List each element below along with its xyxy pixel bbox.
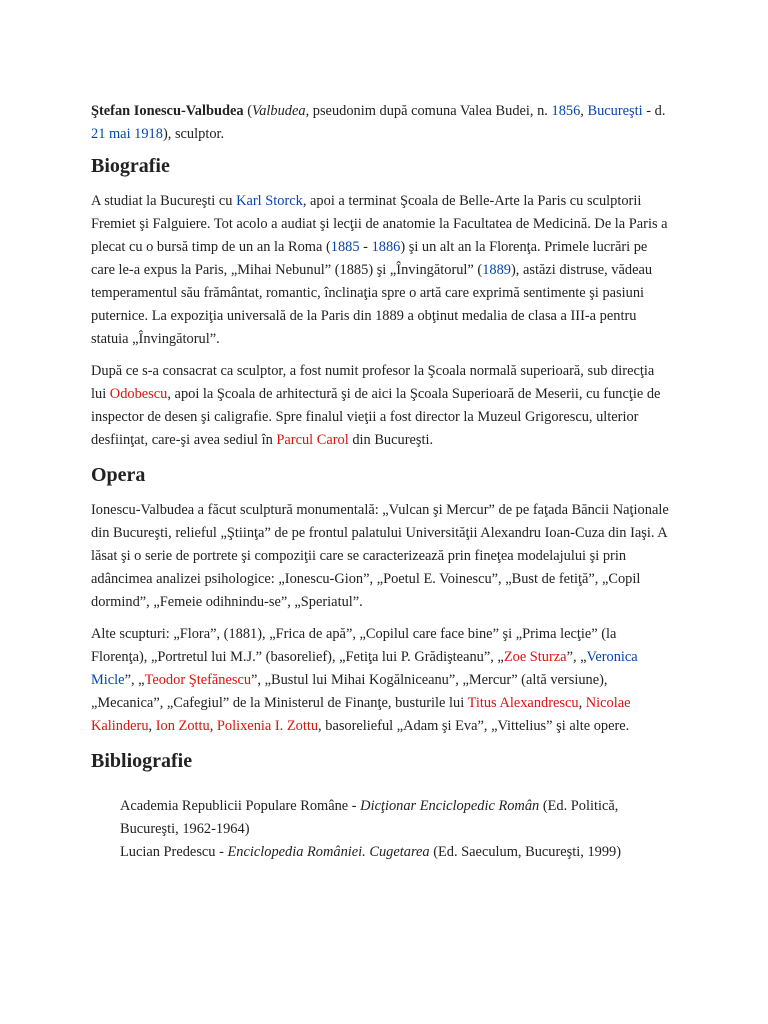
link-karl-storck[interactable]: Karl Storck (236, 193, 303, 209)
biografie-paragraph-2: După ce s-a consacrat ca sculptor, a fost numit profesor la Şcoala normală superioară, sub direcţia lui Odobescu, apoi la Şcoala de arhitectură şi de aici la Şcoala Superioară de Meserii, cu funcţie de inspector de desen şi caligrafie. Spre finalul vieţii a fost director la Muzeul Grigorescu, ulterior desfiinţat, care-şi avea sediul în Parcul Carol din Bucureşti. (91, 363, 661, 448)
bibliography-title: Dicţionar Enciclopedic Român (360, 798, 540, 814)
pseudonym: Valbudea (252, 103, 306, 119)
link-parcul-carol[interactable]: Parcul Carol (276, 432, 349, 448)
intro-paragraph: Ştefan Ionescu-Valbudea (Valbudea, pseudonim după comuna Valea Budei, n. 1856, Bucureşti - d. 21 mai 1918), sculptor. (91, 103, 666, 142)
link-birth-place[interactable]: Bucureşti (587, 103, 643, 119)
opera-paragraph-2: Alte scupturi: „Flora”, (1881), „Frica de apă”, „Copilul care face bine” şi „Prima lecţie” (la Florenţa), „Portretul lui M.J.” (basorelief), „Fetiţa lui P. Grădişteanu”, „Zoe Sturza”, „Veronica Micle”, „Teodor Ştefănescu”, „Bustul lui Mihai Kogălniceanu”, „Mercur” (altă versiune), „Mecanica”, „Cafegiul” de la Ministerul de Finanţe, busturile lui Titus Alexandrescu, Nicolae Kalinderu, Ion Zottu, Polixenia I. Zottu, basorelieful „Adam şi Eva”, „Vittelius” şi alte opere. (91, 626, 638, 734)
link-titus-alexandrescu[interactable]: Titus Alexandrescu (467, 695, 579, 711)
link-1886[interactable]: 1886 (371, 239, 401, 255)
heading-opera: Opera (91, 464, 146, 486)
bibliography-item: Academia Republicii Populare Române - Dicţionar Enciclopedic Român (Ed. Politică, Bucureşti, 1962-1964) (120, 798, 619, 837)
link-polixenia-zottu[interactable]: Polixenia I. Zottu (216, 718, 319, 734)
bibliography-title: Enciclopedia României. Cugetarea (227, 844, 430, 860)
link-odobescu[interactable]: Odobescu (109, 386, 168, 402)
link-1885[interactable]: 1885 (330, 239, 360, 255)
heading-biografie: Biografie (91, 155, 170, 177)
bibliography-list (91, 795, 673, 864)
link-birth-year[interactable]: 1856 (551, 103, 581, 119)
link-veronica-micle[interactable]: Veronica Micle (91, 649, 638, 688)
link-nicolae-kalinderu[interactable]: Nicolae Kalinderu (91, 695, 631, 734)
bibliography-item: Lucian Predescu - Enciclopedia României. Cugetarea (Ed. Saeculum, Bucureşti, 1999) (120, 844, 622, 860)
link-teodor-stefanescu[interactable]: Teodor Ştefănescu (144, 672, 252, 688)
subject-name: Ştefan Ionescu-Valbudea (91, 103, 244, 119)
link-1889[interactable]: 1889 (482, 262, 511, 278)
biografie-paragraph-1: A studiat la Bucureşti cu Karl Storck, apoi a terminat Şcoala de Belle-Arte la Paris cu sculptorii Fremiet şi Falguiere. Tot acolo a audiat şi lecţii de anatomie la Facultatea de Medicină. De la Paris a plecat cu o bursă timp de un an la Roma (1885 - 1886) şi un alt an la Florenţa. Primele lucrări pe care le-a expus la Paris, „Mihai Nebunul” (1885) şi „Învingătorul” (1889), astăzi distruse, vădeau temperamentul său frământat, romantic, înclinaţia spre o artă care exprimă sentimente şi pasiuni puternice. La expoziţia universală de la Paris din 1889 a obţinut medalia de clasa a III-a pentru statuia „Învingătorul”. (91, 193, 668, 347)
link-death-date[interactable]: 21 mai 1918 (91, 126, 163, 142)
opera-paragraph-1: Ionescu-Valbudea a făcut sculptură monumentală: „Vulcan şi Mercur” de pe faţada Băncii Naţionale din Bucureşti, relieful „Ştiinţa” de pe frontul palatului Universităţii Alexandru Ioan-Cuza din Iaşi. A lăsat şi o serie de portrete şi compoziţii care se caracterizează prin fineţea modelajului şi prin adâncimea analizei psihologice: „Ionescu-Gion”, „Poetul E. Voinescu”, „Bust de fetiţă”, „Copil dormind”, „Femeie odihnindu-se”, „Speriatul”. (91, 502, 669, 610)
link-zoe-sturza[interactable]: Zoe Sturza (503, 649, 567, 665)
article-body (91, 100, 673, 864)
link-ion-zottu[interactable]: Ion Zottu (155, 718, 210, 734)
heading-bibliografie: Bibliografie (91, 750, 193, 772)
